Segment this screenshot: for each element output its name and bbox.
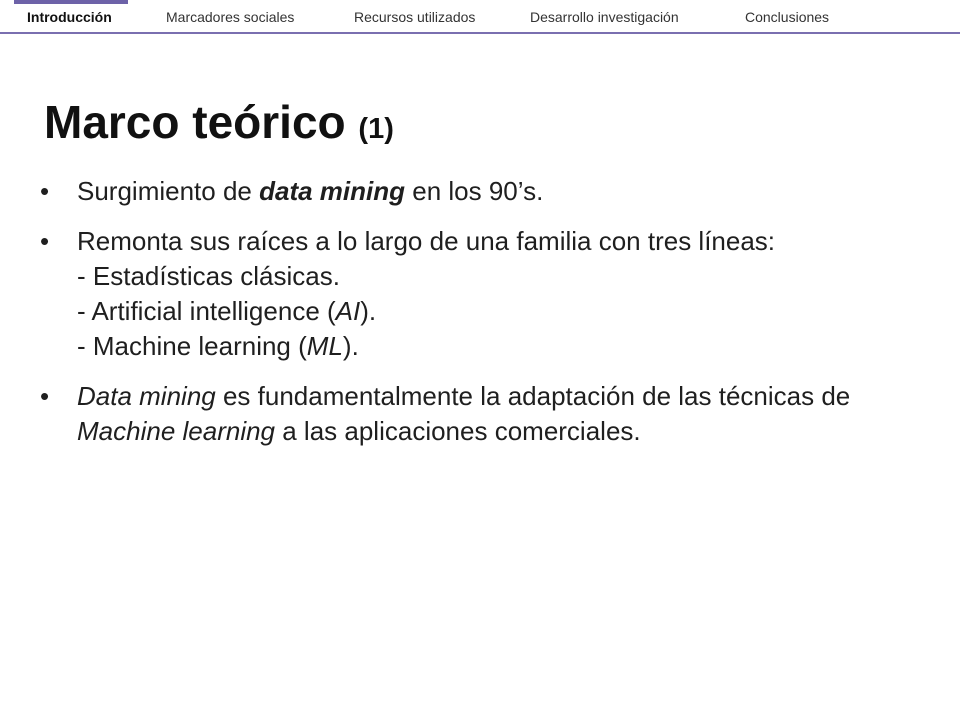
- subline-abbrev: ML: [306, 331, 343, 361]
- section-nav: [0, 0, 960, 34]
- bullet-segment: a las aplicaciones comerciales.: [275, 416, 641, 446]
- bullet-subline: - Estadísticas clásicas.: [77, 261, 340, 291]
- bullet-dot: •: [40, 381, 50, 411]
- subline-text: ).: [360, 296, 377, 326]
- slide-title-suffix: (1): [358, 113, 394, 145]
- subline-text: ).: [342, 331, 359, 361]
- tab-conclusiones[interactable]: Conclusiones: [745, 9, 830, 25]
- bullet-intro: Remonta sus raíces a lo largo de una familia con tres líneas:: [77, 226, 776, 256]
- bullet-subline: [77, 329, 920, 364]
- tab-recursos-utilizados[interactable]: Recursos utilizados: [354, 9, 476, 25]
- bullet-dot: •: [40, 226, 50, 256]
- tab-introduccion[interactable]: Introducción: [27, 9, 112, 25]
- subline-abbrev: AI: [335, 296, 361, 326]
- tab-marcadores-sociales[interactable]: Marcadores sociales: [166, 9, 295, 25]
- bullet-segment: Data mining: [77, 381, 216, 411]
- bullet-segment: en los 90’s.: [405, 176, 544, 206]
- bullet-segment: Machine learning: [77, 416, 276, 446]
- bullet-subline: [77, 294, 920, 329]
- slide-title: [44, 92, 394, 159]
- subline-text: - Artificial intelligence (: [77, 296, 336, 326]
- bullet-item: [40, 224, 920, 364]
- active-tab-indicator: [14, 0, 128, 4]
- slide-title-text: Marco teórico: [44, 96, 346, 148]
- tab-desarrollo-investigacion[interactable]: Desarrollo investigación: [530, 9, 679, 25]
- bullet-item: [40, 379, 920, 449]
- bullet-item: [40, 174, 920, 209]
- bullet-list: [40, 174, 920, 464]
- subline-text: - Machine learning (: [77, 331, 307, 361]
- bullet-segment: Surgimiento de: [77, 176, 260, 206]
- bullet-dot: •: [40, 176, 50, 206]
- nav-divider: [0, 32, 960, 34]
- bullet-segment: data mining: [259, 176, 406, 206]
- bullet-segment: es fundamentalmente la adaptación de las técnicas de: [215, 381, 851, 411]
